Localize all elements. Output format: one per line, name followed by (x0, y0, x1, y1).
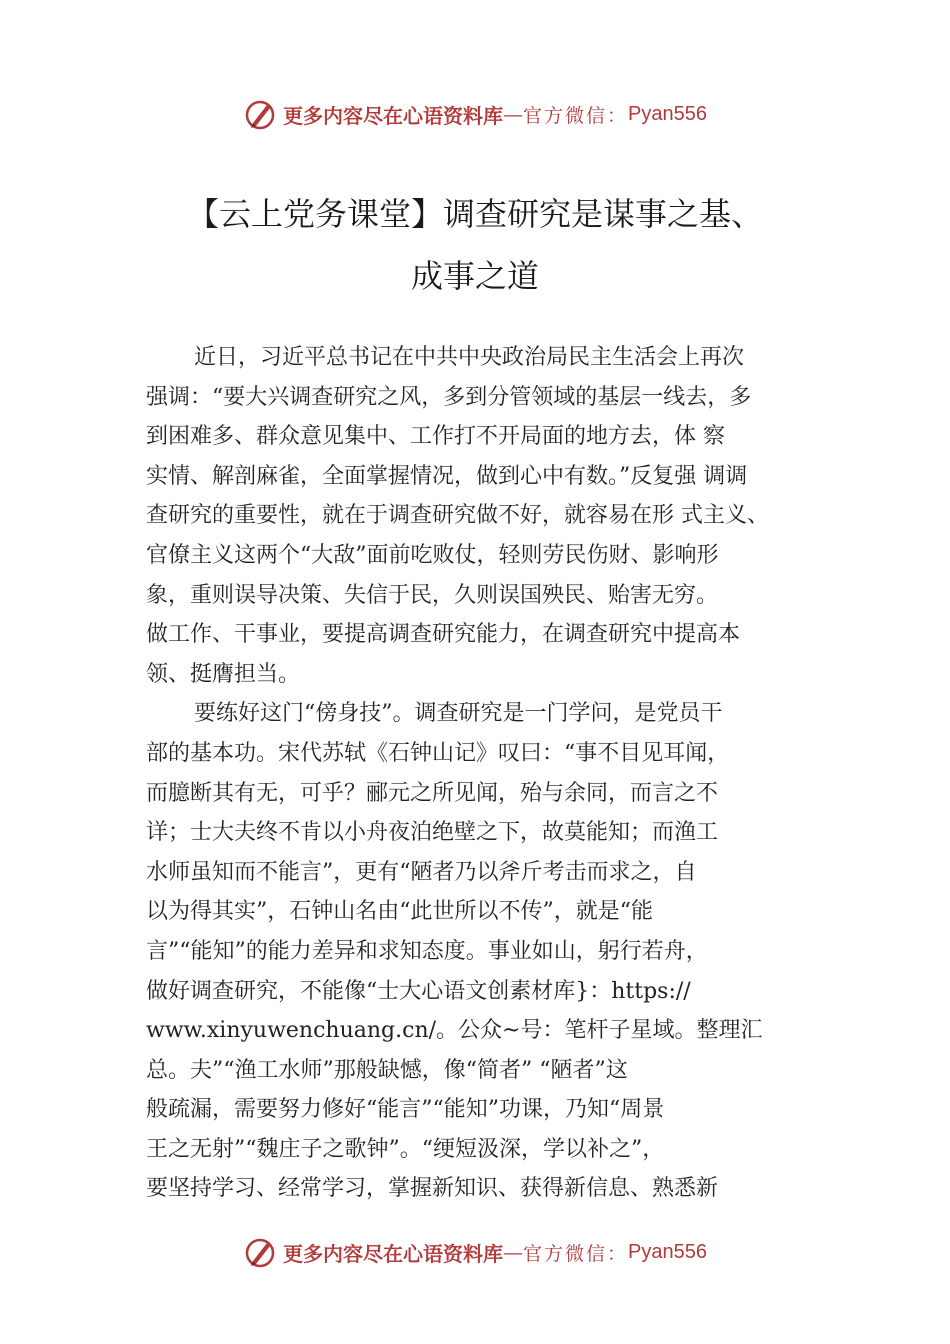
document-body (146, 338, 836, 1209)
banner-separator: — (503, 102, 523, 126)
banner-wechat-id: Pyan556 (628, 1240, 707, 1263)
body-line: 王之无射”“魏庄子之歌钟”。“绠短汲深，学以补之”， (146, 1136, 665, 1162)
body-line: 要练好这门“傍身技”。调查研究是一门学问，是党员干 (194, 701, 723, 727)
body-line: 官僚主义这两个“大敌”面前吃败仗，轻则劳民伤财、影响形 (146, 542, 719, 568)
footer-banner (0, 1232, 950, 1272)
body-line: 要坚持学习、经常学习，掌握新知识、获得新信息、熟悉新 (146, 1176, 719, 1202)
banner-left-text: 更多内容尽在心语资料库 (283, 1241, 503, 1266)
body-line: 近日，习近平总书记在中共中央政治局民主生活会上再次 (194, 345, 745, 370)
document-title (0, 183, 950, 307)
body-line: 言”“能知”的能力差异和求知态度。事业如山，躬行若舟， (146, 938, 708, 964)
body-line: 而臆断其有无，可乎？郦元之所见闻，殆与余同，而言之不 (146, 780, 719, 806)
body-line: 做好调查研究，不能像“士大心语文创素材库}：https:// (146, 978, 691, 1004)
body-line: 查研究的重要性，就在于调查研究做不好，就容易在形 式主义、 (146, 503, 769, 529)
body-line: 水师虽知而不能言”，更有“陋者乃以斧斤考击而求之，自 (146, 859, 697, 885)
body-line: 总。夫”“渔工水师”那般缺憾，像“简者” “陋者”这 (146, 1057, 628, 1083)
body-line: www.xinyuwenchuang.cn/。公众~号：笔杆子星域。整理汇 (146, 1018, 763, 1044)
banner-wechat-id: Pyan556 (628, 102, 707, 125)
banner-wechat-label: 官方微信： (523, 104, 629, 127)
title-line-2: 成事之道 (410, 257, 539, 295)
pen-logo-icon (243, 1235, 277, 1269)
banner-left-text: 更多内容尽在心语资料库 (283, 103, 503, 128)
body-line: 部的基本功。宋代苏轼《石钟山记》叹曰：“事不目见耳闻， (146, 740, 730, 766)
body-line: 做工作、干事业，要提高调查研究能力，在调查研究中提高本 (146, 622, 741, 648)
pen-logo-icon (243, 97, 277, 131)
body-line: 以为得其实”，石钟山名由“此世所以不传”，就是“能 (146, 899, 653, 925)
body-line: 般疏漏，需要努力修好“能言”“能知”功课，乃知“周景 (146, 1097, 665, 1123)
title-line-1: 【云上党务课堂】调查研究是谋事之基、 (186, 195, 763, 233)
body-line: 详；士大夫终不肯以小舟夜泊绝壁之下，故莫能知；而渔工 (146, 820, 719, 846)
header-banner (0, 94, 950, 134)
body-line: 到困难多、群众意见集中、工作打不开局面的地方去，体 察 (146, 424, 725, 450)
banner-separator: — (503, 1240, 523, 1264)
banner-wechat-label: 官方微信： (523, 1242, 629, 1265)
body-line: 领、挺膺担当。 (146, 661, 301, 687)
body-line: 强调：“要大兴调查研究之风，多到分管领域的基层一线去，多 (146, 384, 752, 410)
body-line: 实情、解剖麻雀，全面掌握情况，做到心中有数。”反复强 调调 (146, 463, 748, 489)
body-line: 象，重则误导决策、失信于民，久则误国殃民、贻害无穷。 (146, 582, 719, 608)
